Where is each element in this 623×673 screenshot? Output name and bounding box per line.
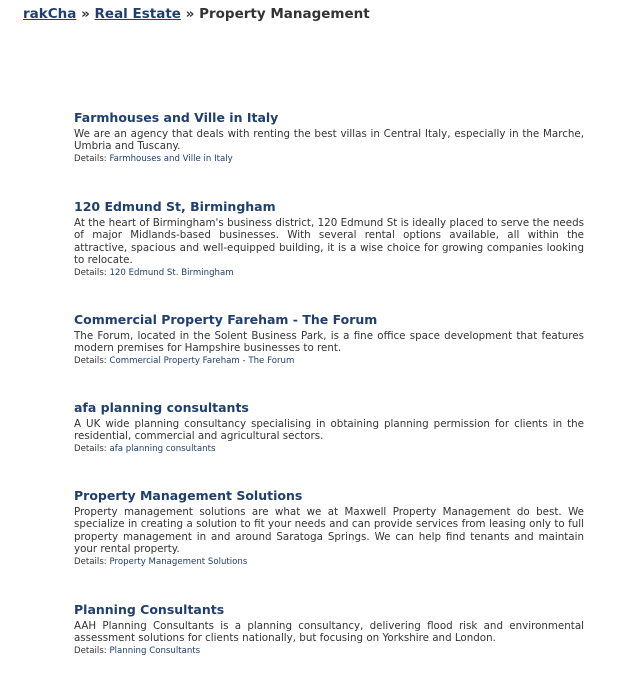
listing-title-link[interactable]: afa planning consultants: [74, 400, 249, 415]
listing-details: [74, 556, 584, 568]
listing-title-link[interactable]: Property Management Solutions: [74, 488, 303, 503]
listing-title-link[interactable]: Planning Consultants: [74, 602, 225, 617]
listing-item: [74, 199, 584, 279]
listing-details: [74, 645, 584, 657]
details-link[interactable]: Planning Consultants: [109, 645, 201, 656]
listing-description: At the heart of Birmingham's business district, 120 Edmund St is ideally placed to serve the needs of major Midlands-based businesses. With several rental options available, all within the attractive, spacious and well-equipped building, it is a wise choice for growing companies looking to relocate.: [74, 217, 584, 267]
breadcrumb-separator: »: [185, 6, 195, 22]
details-link[interactable]: Commercial Property Fareham - The Forum: [109, 355, 295, 366]
listing-item: [74, 488, 584, 568]
listing-details: [74, 443, 584, 455]
listing-details: [74, 267, 584, 279]
listing-item: [74, 400, 584, 455]
breadcrumb-home-link[interactable]: rakCha: [23, 6, 77, 22]
breadcrumb-separator: »: [81, 6, 90, 22]
details-label: Details:: [74, 153, 107, 164]
listing-description: AAH Planning Consultants is a planning consultancy, delivering flood risk and environmental assessment solutions for clients nationally, but focusing on Yorkshire and London.: [74, 620, 584, 645]
listing-details: [74, 153, 584, 165]
details-label: Details:: [74, 645, 107, 656]
listing-title-link[interactable]: Farmhouses and Ville in Italy: [74, 110, 279, 125]
details-link[interactable]: 120 Edmund St. Birmingham: [109, 267, 234, 278]
listing-description: Property management solutions are what we at Maxwell Property Management do best. We specialize in creating a solution to fit your needs and can provide services from leasing only to full property management in and around Saratoga Springs. We can help find tenants and maintain your rental property.: [74, 506, 584, 556]
listing-title-link[interactable]: 120 Edmund St, Birmingham: [74, 199, 276, 214]
details-link[interactable]: Farmhouses and Ville in Italy: [109, 153, 233, 164]
details-label: Details:: [74, 267, 107, 278]
breadcrumb: [23, 6, 370, 22]
listing-item: [74, 110, 584, 165]
listing-description: We are an agency that deals with renting the best villas in Central Italy, especially in the Marche, Umbria and Tuscany.: [74, 128, 584, 153]
listing-title-link[interactable]: Commercial Property Fareham - The Forum: [74, 312, 378, 327]
listing-description: The Forum, located in the Solent Business Park, is a fine office space development that features modern premises for Hampshire businesses to rent.: [74, 330, 584, 355]
details-label: Details:: [74, 355, 107, 366]
listing-description: A UK wide planning consultancy specialising in obtaining planning permission for clients in the residential, commercial and agricultural sectors.: [74, 418, 584, 443]
listing-item: [74, 312, 584, 367]
details-label: Details:: [74, 556, 107, 567]
details-label: Details:: [74, 443, 107, 454]
listing-item: [74, 602, 584, 657]
breadcrumb-current: Property Management: [199, 6, 370, 22]
details-link[interactable]: Property Management Solutions: [109, 556, 248, 567]
listing-details: [74, 355, 584, 367]
breadcrumb-category-link[interactable]: Real Estate: [94, 6, 181, 22]
details-link[interactable]: afa planning consultants: [109, 443, 216, 454]
